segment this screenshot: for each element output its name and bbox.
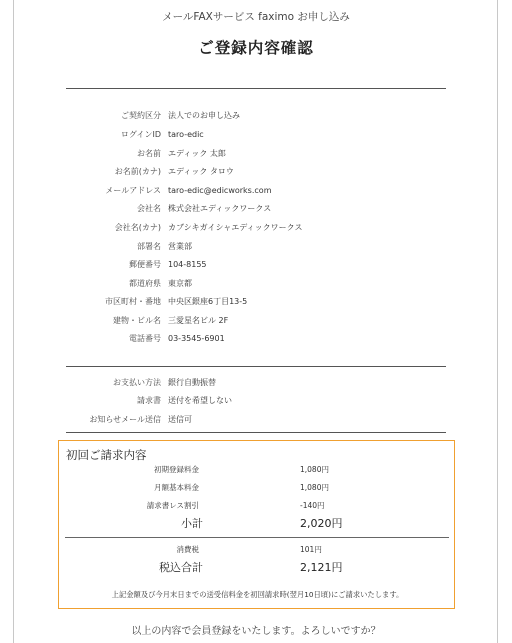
- detail-label: お名前(カナ): [114, 167, 161, 176]
- detail-row-name-kana: [0, 165, 512, 179]
- detail-label: 都道府県: [129, 279, 161, 288]
- detail-label: 市区町村・番地: [105, 297, 161, 306]
- detail-value: 株式会社エディックワークス: [168, 204, 272, 213]
- billing-summary-box: [58, 440, 455, 609]
- detail-row-prefecture: [0, 277, 512, 291]
- detail-row-company-kana: [0, 221, 512, 235]
- detail-label: ログインID: [120, 130, 161, 139]
- detail-row-login-id: [0, 128, 512, 142]
- detail-label: メールアドレス: [105, 186, 161, 195]
- detail-row-contract-type: [0, 109, 512, 123]
- detail-row-department: [0, 240, 512, 254]
- detail-label: 建物・ビル名: [113, 316, 161, 325]
- service-name: メールFAXサービス faximo お申し込み: [162, 11, 350, 23]
- billing-row-total: [59, 559, 456, 577]
- billing-title: 初回ご請求内容: [66, 448, 147, 462]
- divider-middle: [66, 366, 446, 367]
- detail-label: 会社名: [137, 204, 161, 213]
- billing-row-tax: [59, 543, 456, 557]
- billing-value: -140円: [300, 501, 325, 510]
- billing-row-monthly-fee: [59, 481, 456, 495]
- detail-label: 会社名(カナ): [114, 223, 161, 232]
- billing-label: 月額基本料金: [154, 483, 199, 492]
- detail-value: 03-3545-6901: [168, 334, 225, 343]
- detail-value: taro-edic@edicworks.com: [168, 186, 272, 195]
- detail-label: お名前: [137, 149, 161, 158]
- detail-value: 銀行自動振替: [168, 378, 216, 387]
- detail-row-city-address: [0, 295, 512, 309]
- detail-label: 郵便番号: [129, 260, 161, 269]
- detail-value: 送付を希望しない: [168, 396, 232, 405]
- detail-row-postal-code: [0, 258, 512, 272]
- billing-divider: [65, 537, 449, 538]
- detail-value: 東京都: [168, 279, 192, 288]
- detail-row-invoice: [0, 394, 512, 408]
- detail-value: 法人でのお申し込み: [168, 111, 240, 120]
- billing-value: 1,080円: [300, 483, 329, 492]
- detail-label: 部署名: [137, 242, 161, 251]
- billing-row-subtotal: [59, 515, 456, 533]
- subtotal-value: 2,020円: [300, 517, 343, 530]
- detail-row-phone: [0, 332, 512, 346]
- total-label: 税込合計: [159, 561, 203, 574]
- detail-value: 104-8155: [168, 260, 207, 269]
- detail-label: お支払い方法: [113, 378, 161, 387]
- page-title: ご登録内容確認: [198, 39, 314, 57]
- confirm-message: 以上の内容で会員登録をいたします。よろしいですか？: [131, 626, 381, 637]
- detail-value: 三愛星名ビル 2F: [168, 316, 229, 325]
- detail-value: エディック タロウ: [168, 167, 234, 176]
- subtotal-label: 小計: [181, 517, 203, 530]
- billing-note: 上記金額及び今月末日までの送受信料金を初回請求時(翌月10日頃)にご請求いたします。: [111, 590, 404, 599]
- divider-top: [66, 88, 446, 89]
- detail-label: 電話番号: [129, 334, 161, 343]
- detail-value: エディック 太郎: [168, 149, 226, 158]
- divider-bottom: [66, 432, 446, 433]
- billing-row-initial-fee: [59, 463, 456, 477]
- detail-value: taro-edic: [168, 130, 204, 139]
- total-value: 2,121円: [300, 561, 343, 574]
- detail-value: 送信可: [168, 415, 192, 424]
- tax-label: 消費税: [176, 545, 199, 554]
- billing-label: 請求書レス割引: [146, 501, 199, 510]
- billing-value: 1,080円: [300, 465, 329, 474]
- detail-row-email: [0, 184, 512, 198]
- detail-value: 中央区銀座6丁目13-5: [168, 297, 248, 306]
- tax-value: 101円: [300, 545, 322, 554]
- detail-row-building: [0, 314, 512, 328]
- detail-row-company: [0, 202, 512, 216]
- detail-value: 営業部: [168, 242, 192, 251]
- detail-label: ご契約区分: [121, 111, 161, 120]
- detail-row-payment-method: [0, 376, 512, 390]
- detail-label: 請求書: [137, 396, 161, 405]
- billing-label: 初期登録料金: [154, 465, 199, 474]
- billing-row-invoice-discount: [59, 499, 456, 513]
- detail-label: お知らせメール送信: [89, 415, 161, 424]
- detail-value: カブシキガイシャエディックワークス: [168, 223, 303, 232]
- detail-row-notification-email: [0, 413, 512, 427]
- detail-row-name: [0, 147, 512, 161]
